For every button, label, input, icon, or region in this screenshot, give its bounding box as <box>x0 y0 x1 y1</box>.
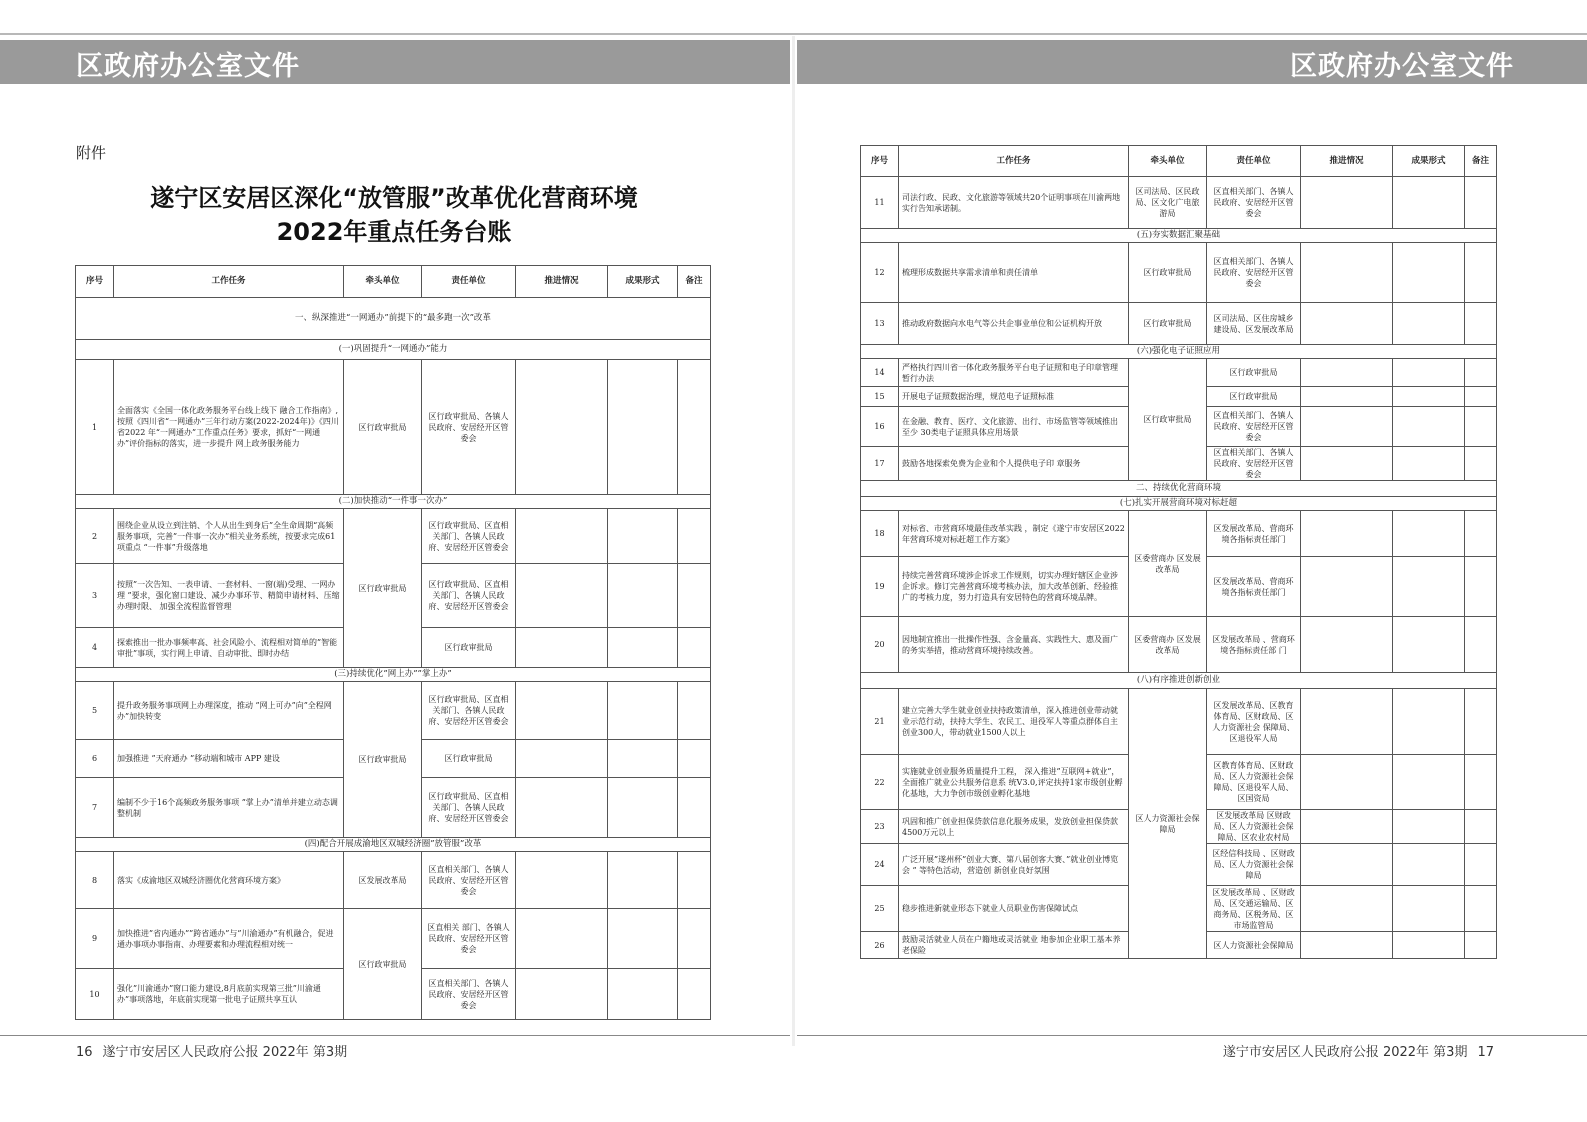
progress-cell <box>1301 886 1393 932</box>
section-heading: (七)扎实开展营商环境对标赶超 <box>861 497 1497 511</box>
gazette-label-left: 遂宁市安居区人民政府公报 2022年 第3期 <box>102 1045 348 1060</box>
footer-left <box>76 1041 347 1060</box>
result-cell <box>1393 886 1465 932</box>
result-cell <box>1393 447 1465 481</box>
header-progress: 推进情况 <box>516 266 608 298</box>
remark-cell <box>1465 177 1497 229</box>
work-task: 建立完善大学生就业创业扶持政策清单，深入推进创业带动就业示范行动，扶持大学生、农民工、退役军人等重点群体自主创业300人，带动就业1500人以上 <box>899 689 1129 755</box>
header-title-right: 区政府办公室文件 <box>1290 51 1514 82</box>
remark-cell <box>678 628 711 668</box>
remark-cell <box>1465 755 1497 810</box>
work-task: 因地制宜推出一批操作性强、含金量高、实践性大、惠及面广的务实举措，推动营商环境持续改善。 <box>899 617 1129 673</box>
responsible-unit: 区直相关 部门、各镇人民政府、安居经开区管委会 <box>422 909 516 969</box>
section-heading: (四)配合开展成渝地区双城经济圈”放管服”改革 <box>76 838 711 852</box>
progress-cell <box>1301 617 1393 673</box>
remark-cell <box>1465 359 1497 387</box>
remark-cell <box>1465 407 1497 447</box>
row-number: 8 <box>76 852 114 909</box>
header-resp: 责任单位 <box>1207 146 1301 177</box>
progress-cell <box>1301 387 1393 407</box>
work-task: 在金融、教育、医疗、文化旅游、出行、市场监管等领域推出至少 30类电子证照具体应用场景 <box>899 407 1129 447</box>
progress-cell <box>1301 844 1393 886</box>
work-task: 持续完善营商环境涉企诉求工作规则，切实办理好辖区企业涉企诉求。修订完善营商环境考核办法，加大改革创新、经验推广的考核力度，努力打造具有安居特色的营商环境品牌。 <box>899 557 1129 617</box>
progress-cell <box>1301 303 1393 345</box>
work-task: 广泛开展”遂州杯”创业大赛、第八届创客大赛、”就业创业博览会 ” 等特色活动，营造创 新创业良好氛围 <box>899 844 1129 886</box>
remark-cell <box>1465 886 1497 932</box>
lead-unit: 区发展改革局 <box>344 852 422 909</box>
responsible-unit: 区发展改革局、营商环境各指标责任部门 <box>1207 511 1301 557</box>
row-number: 2 <box>76 509 114 564</box>
result-cell <box>1393 844 1465 886</box>
header-result: 成果形式 <box>608 266 678 298</box>
remark-cell <box>678 852 711 909</box>
work-task: 鼓励各地探索免费为企业和个人提供电子印 章服务 <box>899 447 1129 481</box>
responsible-unit: 区发展改革局 、区财政局、区交通运输局、区商务局、区税务局、区市场监管局 <box>1207 886 1301 932</box>
responsible-unit: 区发展改革局、区教育体育局、区财政局、区人力资源社会 保障局、区退役军人局 <box>1207 689 1301 755</box>
responsible-unit: 区行政审批局、各镇人民政府、安居经开区管委会 <box>422 360 516 495</box>
result-cell <box>1393 359 1465 387</box>
work-task: 开展电子证照数据治理，规范电子证照标准 <box>899 387 1129 407</box>
responsible-unit: 区行政审批局 <box>422 740 516 778</box>
progress-cell <box>516 778 608 838</box>
result-cell <box>608 509 678 564</box>
document-title-line-1: 遂宁区安居区深化“放管服”改革优化营商环境 <box>150 184 638 212</box>
remark-cell <box>1465 932 1497 959</box>
result-cell <box>1393 689 1465 755</box>
row-number: 25 <box>861 886 899 932</box>
footer-right <box>1223 1041 1494 1060</box>
header-task: 工作任务 <box>899 146 1129 177</box>
header-remark: 备注 <box>1465 146 1497 177</box>
responsible-unit: 区人力资源社会保障局 <box>1207 932 1301 959</box>
section-heading: (三)持续优化”网上办””掌上办” <box>76 668 711 682</box>
progress-cell <box>516 682 608 740</box>
result-cell <box>1393 557 1465 617</box>
remark-cell <box>1465 689 1497 755</box>
responsible-unit: 区经信科技局 、区财政局、区人力资源社会保障局 <box>1207 844 1301 886</box>
lead-unit: 区人力资源社会保障局 <box>1129 689 1207 959</box>
progress-cell <box>516 360 608 495</box>
lead-unit: 区行政审批局 <box>1129 359 1207 481</box>
progress-cell <box>516 628 608 668</box>
section-heading: (五)夯实数据汇聚基础 <box>861 229 1497 243</box>
row-number: 1 <box>76 360 114 495</box>
task-ledger-table-right <box>860 145 1497 959</box>
row-number: 26 <box>861 932 899 959</box>
remark-cell <box>678 740 711 778</box>
attachment-label: 附件 <box>76 144 107 162</box>
section-heading: 一、纵深推进“一网通办”前提下的“最多跑一次”改革 <box>76 298 711 340</box>
responsible-unit: 区行政审批局 <box>1207 387 1301 407</box>
header-lead: 牵头单位 <box>344 266 422 298</box>
responsible-unit: 区发展改革局、营商环境各指标责任部门 <box>1207 557 1301 617</box>
remark-cell <box>1465 557 1497 617</box>
work-task: 鼓励灵活就业人员在户籍地或灵活就业 地参加企业职工基本养老保险 <box>899 932 1129 959</box>
work-task: 提升政务服务事项网上办理深度，推动 ”网上可办”向”全程网办”加快转变 <box>114 682 344 740</box>
row-number: 11 <box>861 177 899 229</box>
work-task: 落实《成渝地区双城经济圈优化营商环境方案》 <box>114 852 344 909</box>
result-cell <box>608 564 678 628</box>
page-number-left: 16 <box>76 1045 93 1060</box>
section-heading: (一)巩固提升“一网通办”能力 <box>76 340 711 360</box>
result-cell <box>1393 617 1465 673</box>
footer-rule-left <box>0 1035 790 1036</box>
gazette-label-right: 遂宁市安居区人民政府公报 2022年 第3期 <box>1222 1045 1468 1060</box>
remark-cell <box>1465 511 1497 557</box>
work-task: 推动政府数据向水电气等公共企事业单位和公证机构开放 <box>899 303 1129 345</box>
work-task: 梳理形成数据共享需求清单和责任清单 <box>899 243 1129 303</box>
responsible-unit: 区行政审批局 <box>422 628 516 668</box>
progress-cell <box>1301 243 1393 303</box>
header-lead: 牵头单位 <box>1129 146 1207 177</box>
responsible-unit: 区行政审批局、区直相关部门、各镇人民政府、安居经开区管委会 <box>422 564 516 628</box>
row-number: 3 <box>76 564 114 628</box>
work-task: 司法行政、民政、文化旅游等领域共20个证明事项在川渝两地实行告知承诺制。 <box>899 177 1129 229</box>
remark-cell <box>1465 617 1497 673</box>
lead-unit: 区行政审批局 <box>1129 303 1207 345</box>
row-number: 24 <box>861 844 899 886</box>
header-no: 序号 <box>76 266 114 298</box>
responsible-unit: 区直相关部门、各镇人民政府、安居经开区管委会 <box>1207 243 1301 303</box>
remark-cell <box>678 778 711 838</box>
header-title-left: 区政府办公室文件 <box>76 51 300 82</box>
remark-cell <box>1465 810 1497 844</box>
responsible-unit: 区教育体育局、区财政局、区人力资源社会保障局、区退役军人局、区国资局 <box>1207 755 1301 810</box>
responsible-unit: 区直相关部门、各镇人民政府、安居经开区管委会 <box>1207 177 1301 229</box>
row-number: 17 <box>861 447 899 481</box>
header-banner-left <box>0 40 790 84</box>
result-cell <box>608 682 678 740</box>
work-task: 按照”一次告知、一表申请、一套材料、一窗(端)受理、一网办理 ”要求，强化窗口建设、减少办事环节、精简申请材料、压缩办理时限、 加强全流程监督管理 <box>114 564 344 628</box>
lead-unit: 区行政审批局 <box>344 509 422 668</box>
result-cell <box>608 852 678 909</box>
responsible-unit: 区直相关部门、各镇人民政府、安居经开区管委会 <box>1207 407 1301 447</box>
progress-cell <box>1301 177 1393 229</box>
header-remark: 备注 <box>678 266 711 298</box>
header-result: 成果形式 <box>1393 146 1465 177</box>
row-number: 5 <box>76 682 114 740</box>
header-progress: 推进情况 <box>1301 146 1393 177</box>
result-cell <box>608 909 678 969</box>
row-number: 15 <box>861 387 899 407</box>
result-cell <box>608 740 678 778</box>
progress-cell <box>516 852 608 909</box>
row-number: 13 <box>861 303 899 345</box>
result-cell <box>1393 407 1465 447</box>
header-no: 序号 <box>861 146 899 177</box>
remark-cell <box>678 564 711 628</box>
remark-cell <box>678 360 711 495</box>
row-number: 12 <box>861 243 899 303</box>
result-cell <box>1393 177 1465 229</box>
progress-cell <box>516 509 608 564</box>
responsible-unit: 区直相关部门、各镇人民政府、安居经开区管委会 <box>1207 447 1301 481</box>
row-number: 23 <box>861 810 899 844</box>
work-task: 严格执行四川省一体化政务服务平台电子证照和电子印章管理暂行办法 <box>899 359 1129 387</box>
work-task: 加强推进 ”天府通办 ”移动端和城市 APP 建设 <box>114 740 344 778</box>
task-ledger-table-left <box>75 265 711 1020</box>
footer-rule-right <box>797 1035 1587 1036</box>
progress-cell <box>1301 689 1393 755</box>
lead-unit: 区行政审批局 <box>344 909 422 1020</box>
lead-unit: 区行政审批局 <box>344 682 422 838</box>
section-heading: (八)有序推进创新创业 <box>861 673 1497 689</box>
progress-cell <box>516 740 608 778</box>
remark-cell <box>678 969 711 1020</box>
row-number: 18 <box>861 511 899 557</box>
lead-unit: 区行政审批局 <box>344 360 422 495</box>
result-cell <box>1393 387 1465 407</box>
result-cell <box>1393 755 1465 810</box>
row-number: 4 <box>76 628 114 668</box>
responsible-unit: 区发展改革局 区财政局、区人力资源社会保障局、区农业农村局 <box>1207 810 1301 844</box>
work-task: 全面落实《全国一体化政务服务平台线上线下 融合工作指南》,按照《四川省“一网通办”三年行动方案(2022-2024年)》《四川省2022 年“一网通办”工作重点任务》要求，抓好“一网通办”评价指标的落实，进一步提升 网上政务服务能力 <box>114 360 344 495</box>
remark-cell <box>1465 844 1497 886</box>
work-task: 编制不少于16个高频政务服务事项 ”掌上办”清单并建立动态调整机制 <box>114 778 344 838</box>
row-number: 22 <box>861 755 899 810</box>
result-cell <box>608 360 678 495</box>
header-banner-right <box>797 40 1587 84</box>
remark-cell <box>1465 303 1497 345</box>
lead-unit: 区委营商办 区发展改革局 <box>1129 511 1207 617</box>
result-cell <box>1393 303 1465 345</box>
work-task: 对标省、市营商环境最佳改革实践 ，制定《遂宁市安居区2022年营商环境对标赶超工作方案》 <box>899 511 1129 557</box>
progress-cell <box>1301 447 1393 481</box>
responsible-unit: 区直相关部门、各镇人民政府、安居经开区管委会 <box>422 969 516 1020</box>
work-task: 探索推出一批办事频率高、社会风险小、流程相对简单的”智能审批”事项，实行网上申请、自动审批、即时办结 <box>114 628 344 668</box>
row-number: 6 <box>76 740 114 778</box>
result-cell <box>608 778 678 838</box>
progress-cell <box>1301 407 1393 447</box>
row-number: 9 <box>76 909 114 969</box>
remark-cell <box>678 909 711 969</box>
result-cell <box>1393 810 1465 844</box>
lead-unit: 区委营商办 区发展改革局 <box>1129 617 1207 673</box>
responsible-unit: 区司法局、区住房城乡建设局、区发展改革局 <box>1207 303 1301 345</box>
responsible-unit: 区发展改革局 、营商环境各指标责任部 门 <box>1207 617 1301 673</box>
remark-cell <box>678 509 711 564</box>
work-task: 实施就业创业服务质量提升工程， 深入推进”互联网+就业”，全面推广就业公共服务信息系 统V3.0,评定扶持1家市级创业孵化基地，大力争创市级创业孵化基地 <box>899 755 1129 810</box>
lead-unit: 区行政审批局 <box>1129 243 1207 303</box>
work-task: 强化”川渝通办”窗口能力建设,8月底前实现第三批”川渝通办”事项落地，年底前实现第一批电子证照共享互认 <box>114 969 344 1020</box>
row-number: 21 <box>861 689 899 755</box>
section-heading: 二、持续优化营商环境 <box>861 481 1497 497</box>
result-cell <box>1393 243 1465 303</box>
row-number: 20 <box>861 617 899 673</box>
responsible-unit: 区直相关部门、各镇人民政府、安居经开区管委会 <box>422 852 516 909</box>
progress-cell <box>516 564 608 628</box>
progress-cell <box>1301 932 1393 959</box>
page-number-right: 17 <box>1477 1045 1494 1060</box>
document-title-line-2: 2022年重点任务台账 <box>276 218 512 246</box>
responsible-unit: 区行政审批局 <box>1207 359 1301 387</box>
progress-cell <box>1301 511 1393 557</box>
page-spine <box>792 36 795 1046</box>
top-rule <box>0 33 1587 35</box>
work-task: 加快推进”省内通办””跨省通办”与”川渝通办”有机融合，促进通办事项办事指南、办理要素和办理流程相对统一 <box>114 909 344 969</box>
header-resp: 责任单位 <box>422 266 516 298</box>
section-heading: (六)强化电子证照应用 <box>861 345 1497 359</box>
responsible-unit: 区行政审批局、区直相关部门、各镇人民政府、安居经开区管委会 <box>422 682 516 740</box>
remark-cell <box>1465 243 1497 303</box>
work-task: 围绕企业从设立到注销、个人从出生到身后”全生命周期“高频服务事项，完善”一件事一次办”相关业务系统，按要求完成61项重点 “一件事”升级落地 <box>114 509 344 564</box>
result-cell <box>608 969 678 1020</box>
row-number: 14 <box>861 359 899 387</box>
row-number: 16 <box>861 407 899 447</box>
row-number: 10 <box>76 969 114 1020</box>
result-cell <box>608 628 678 668</box>
row-number: 7 <box>76 778 114 838</box>
remark-cell <box>1465 447 1497 481</box>
progress-cell <box>516 969 608 1020</box>
section-heading: (二)加快推动“一件事一次办” <box>76 495 711 509</box>
lead-unit: 区司法局、区民政局、区文化广电旅游局 <box>1129 177 1207 229</box>
responsible-unit: 区行政审批局、区直相关部门、各镇人民政府、安居经开区管委会 <box>422 778 516 838</box>
progress-cell <box>1301 557 1393 617</box>
result-cell <box>1393 932 1465 959</box>
remark-cell <box>678 682 711 740</box>
remark-cell <box>1465 387 1497 407</box>
result-cell <box>1393 511 1465 557</box>
progress-cell <box>1301 810 1393 844</box>
work-task: 巩固和推广创业担保贷款信息化服务成果，发放创业担保贷款4500万元以上 <box>899 810 1129 844</box>
progress-cell <box>1301 755 1393 810</box>
progress-cell <box>516 909 608 969</box>
work-task: 稳步推进新就业形态下就业人员职业伤害保障试点 <box>899 886 1129 932</box>
row-number: 19 <box>861 557 899 617</box>
responsible-unit: 区行政审批局、区直相关部门、各镇人民政府、安居经开区管委会 <box>422 509 516 564</box>
progress-cell <box>1301 359 1393 387</box>
header-task: 工作任务 <box>114 266 344 298</box>
